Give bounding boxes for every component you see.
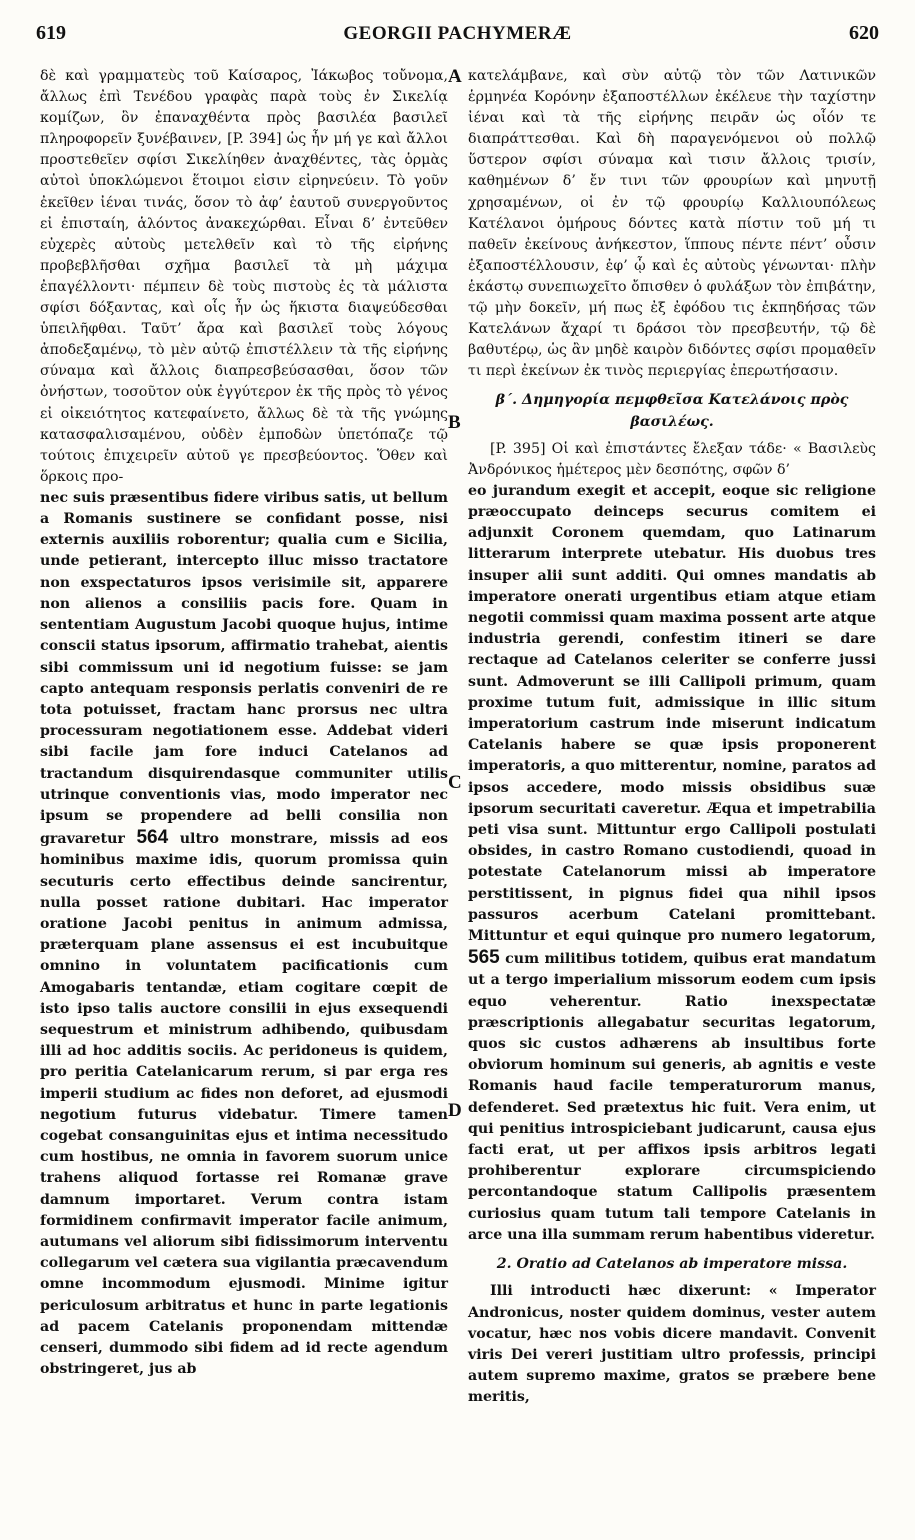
latin-text-left-part-1: nec suis præsentibus fidere viribus satis, ut bellum a Romanis sustinere se confidant posse, nisi externis auxiliis roborentur; qualia cum e Sicilia, unde petierant, intercepto illuc misso tractatore non exspectaturos ipsos verisimile sit, apparere non alienos a consiliis pacis fore. Quam in sententiam Augustum Jacobi quoque hujus, intime conscii status ipsorum, affirmatio trahebat, aientis sibi commissum uni id negotium fuisse: se jam capto antequam responsis perlatis conveniri de re tota potuisset, fractam hanc prorsus nec ultra processuram negotiationem esse. Addebat videri sibi facile jam fore induci Catelanos ad tractandum disquirendasque communiter utilis utrinque conventionis vias, modo imperator nec ipsum se propendere ad belli consilia non gravaretur <box>40 489 448 848</box>
latin-text-right-3: Illi introducti hæc dixerunt: « Imperator Andronicus, noster quidem dominus, vester autem vocatur, hæc nos vobis dicere mandavit. Convenit viris Dei vereri justitiam ultro professis, principi autem supremo maxime, gratos se præbere bene meritis, <box>468 1283 876 1406</box>
latin-text-left <box>40 488 448 1381</box>
page-number-left: 619 <box>36 22 66 44</box>
latin-section-heading: 2. Oratio ad Catelanos ab imperatore missa. <box>496 1256 848 1273</box>
latin-text-right-part-2: cum militibus totidem, quibus erat mandatum ut a tergo imperialium missorum eodem cum ipsis equo veherentur. Ratio inexspectatæ præscriptionis allegabatur securitas legatorum, quos sic custos adhærens ab insultibus forte obviorum hominum sui generis, ab agnitis e veste Romanis haud facile temperaturorum manus, defenderet. Sed prætextus hic fuit. Vera enim, ut qui penitius introspiciebant judicarunt, causa ejus facti erat, ut per affixos ipsis arbitros legati prohiberentur explorare circumspiciendo percontandoque statum Callipolis præsentem curiosius quam tutum tali tempore Catelanis in arce una illa summam rerum habentibus videretur. <box>468 951 876 1243</box>
latin-text-right <box>468 481 876 1246</box>
greek-text-left: δὲ καὶ γραμματεὺς τοῦ Καίσαρος, Ἰάκωβος τοὔνομα, ἄλλως ἐπὶ Τενέδου γραφὰς παρὰ τοὺς ἐν Σικελίᾳ κομίζων, ὃν ἐπαναχθέντα πρὸς βασιλέα βασιλεῖ πληροφορεῖν ξυνέβαινεν, [P. 394] ὡς ἦν μή γε καὶ ἄλλοι προστεθεῖεν σφίσι Σικελίηθεν ἀναχθέντες, τὰς ὁρμὰς αὐτοὶ ὑποκλώμενοι ἕτοιμοι εἰσιν εἰρηνεύειν. Τὸ γοῦν ἐκεῖθεν ἰέναι τινάς, ὅσον τὸ ἀφ’ ἑαυτοῦ συνεργοῦντος εἰ ἐπισταίη, ἁλόντος ἀνακεχώρθαι. Εἶναι δ’ ἐντεῦθεν εὐχερὲς αὐτοὺς μετελθεῖν καὶ τὸ τῆς εἰρήνης προβεβλῆσθαι σχῆμα βασιλεῖ τὰ μὴ μάχιμα ἐπαγέλλοντι· πέμπειν δὲ τοὺς πιστοὺς ἐς τὰ μάλιστα σφίσι δόξαντας, καὶ οἷς ἦν ὡς ἥκιστα διαψεύδεσθαι ὑπειλῆφθαι. Ταῦτ’ ἄρα καὶ βασιλεῖ τοὺς λόγους ἀποδεξαμένῳ, τὸ μὲν αὐτῷ ἐπιστέλλειν τὰ τῆς εἰρήνης σύναμα καὶ ἄλλοις διαπρεσβεύσασθαι, ὅσον τῶν ὀνήστων, τοσοῦτον οὐκ ἐγγύτερον ἐκ τῆς πρὸς τὸ γένος εἰ οἰκειότητος κατεφαίνετο, ἄλλως δὲ τὰ τῆς γνώμης κατασφαλισαμένου, οὐδὲν ἐμποδὼν ὑπετόπαζε τῷ τούτοις ἐπιχειρεῖν αὐτοῦ γε πρεσβεύοντος. Ὅθεν καὶ ὅρκοις προ- <box>40 68 448 485</box>
margin-letter-b: B <box>448 412 461 433</box>
latin-text-right-part-1: eo jurandum exegit et accepit, eoque sic religione præoccupato deinceps securus comitem ei adjunxit Coronem quemdam, quo Latinarum litterarum interprete utebatur. His duobus tres insuper alii sunt additi. Qui omnes mandatis ab imperatore onerati urgentibus etiam atque etiam negotii commissi quam maxima possent arte atque industria gerendi, confestim itineri se dare rectaque ad Catelanos celeriter se conferre jussi sunt. Admoverunt se illi Callipoli primum, quam proxime tutum fuit, admissique in illic situm imperatorium castrum inde miserunt indicatum Catelanis habere se quæ ipsis proponerent imperatoris, a quo mitterentur, nomine, paratos ad ipsos accedere, modo missis obsidibus suæ ipsorum securitati caveretur. Æqua et impetrabilia peti visa sunt. Mittuntur ergo Callipoli postulati obsides, in castro Romano custodiendi, quoad in potestate Catelanorum missi ab imperatore perstitissent, in pignus fidei qua nihil ipsos passuros acerbum Catelani promittebant. Mittuntur et equi quinque pro numero legatorum, <box>468 482 876 945</box>
page-number-right: 620 <box>849 22 879 44</box>
greek-text-right-2: [P. 395] Οἱ καὶ ἐπιστάντες ἔλεξαν τάδε· « Βασιλεὺς Ἀνδρόνικος ἡμέτερος μὲν δεσπότης, σφῶν δ’ <box>468 440 876 478</box>
margin-letter-c: C <box>448 772 462 793</box>
page-mark-565: 565 <box>468 947 500 969</box>
latin-text-left-part-2: ultro monstrare, missis ad eos hominibus maxime idis, quorum promissa quin secuturis certo effectibus deinde sancirentur, nulla posset ratione dubitari. Hac imperator oratione Jacobi penitus in animum admissa, præterquam plane assensus ei est incubuitque omnino in voluntatem pacificationis cum Amogabaris tentandæ, etiam cogitare cœpit de isto ipso talis auctore consilii in ejus exsequendi sequestrum et ministrum adhibendo, quibusdam illi ad hoc additis sociis. Ac peridoneus is quidem, pro peritia Catelanicarum rerum, si par erga res imperii studium ac fides non deforet, ad ejusmodi negotium futurus videbatur. Timere tamen cogebat consanguinitas ejus et intima necessitudo cum hostibus, ne omnia in favorem suorum unice trahens aliquod fortasse rei Romanæ grave damnum importaret. Verum contra istam formidinem confirmavit imperator facile animum, autumans vel aliorum sibi fidissimorum interventu collegarum vel cætera sua vigilantia præcavendum omne incommodum ejusmodi. Minime igitur periculosum arbitratus et hunc in parte legationis ad pacem Catelanis proponendam mittendæ censeri, dummodo sibi fidem ad id recte agendum obstringeret, jus ab <box>40 831 448 1378</box>
right-column <box>468 66 876 1409</box>
page-mark-564: 564 <box>136 827 169 849</box>
greek-text-right-1: κατελάμβανε, καὶ σὺν αὐτῷ τὸν τῶν Λατινικῶν ἑρμηνέα Κορόνην ἐξαποστέλλων ἐκέλευε τὴν ταχίστην ἰέναι καὶ τὰ τῆς εἰρήνης πειρᾶν ὡς οἷόν τε διαπράττεσθαι. Καὶ δὴ παραγενόμενοι οὐ πολλῷ ὕστερον σφίσι σύναμα καὶ τισιν ἄλλοις τρισίν, καθημένων δ’ ἔν τινι τῶν φρουρίων καὶ μηνυτῇ χρησαμένων, οἱ ἐν τῷ φρουρίῳ Καλλιουπόλεως Κατέλανοι ὁμήρους δόντες κατὰ πίστιν τοῦ μή τι παθεῖν ἐκείνους ἀνήκεστον, ἵππους πέντε πέντ’ οὖσιν ἐξαποστέλλουσιν, ἐφ’ ᾧ καὶ ἐς αὐτοὺς γένωνται· πλὴν ἑκάστῳ συνεπιωχεῖτο ὄπισθεν ὁ φυλάξων τὸν ἐπιβάτην, τῷ μὴν δοκεῖν, μή πως ἐξ ἐφόδου τις ἐκπηδήσας τῶν Κατελάνων ἄχαρί τι δράσοι τὸν πρεσβευτήν, τῷ δὲ βαθυτέρῳ, ὡς ἂν μηδὲ καιρὸν διδόντες σφίσι προμαθεῖν τι περὶ ἐκείνων ἐκ τινὸς περιεργίας ἐπερωτήσασιν. <box>468 68 876 380</box>
margin-letter-d: D <box>448 1100 462 1121</box>
page-header <box>36 22 879 48</box>
margin-letter-a: A <box>448 66 462 87</box>
running-title: GEORGII PACHYMERÆ <box>343 23 572 44</box>
left-column <box>40 66 448 1380</box>
greek-section-heading: β΄. Δημηγορία πεμφθεῖσα Κατελάνοις πρὸς βασιλέως. <box>495 392 849 430</box>
